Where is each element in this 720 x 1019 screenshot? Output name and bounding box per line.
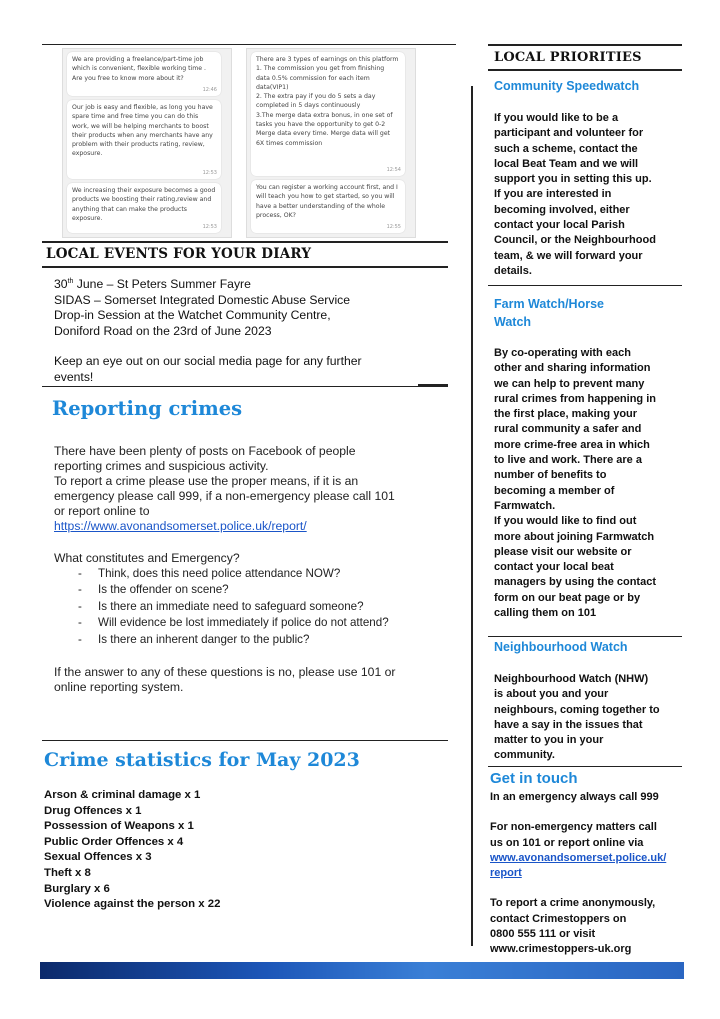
stat-item: Theft x 8 bbox=[44, 866, 91, 879]
reporting-body bbox=[54, 444, 454, 534]
sidebar-top-rule bbox=[488, 44, 682, 46]
farmwatch-line: contact your local beat bbox=[494, 561, 614, 574]
reporting-line: or report online to bbox=[54, 504, 150, 518]
farmwatch-line: Farmwatch. bbox=[494, 499, 556, 512]
chat-time: 12:55 bbox=[386, 223, 401, 230]
stat-item: Violence against the person x 22 bbox=[44, 898, 221, 911]
sidebar-heading: LOCAL PRIORITIES bbox=[494, 50, 642, 65]
speedwatch-title: Community Speedwatch bbox=[494, 79, 640, 93]
reporting-line: emergency please call 999, if a non-emergency please call 101 bbox=[54, 489, 395, 503]
speedwatch-line: becoming involved, either bbox=[494, 203, 630, 216]
stat-item: Possession of Weapons x 1 bbox=[44, 820, 194, 833]
emergency-checklist bbox=[54, 566, 454, 648]
stat-item: Drug Offences x 1 bbox=[44, 804, 142, 817]
footer-bar bbox=[40, 962, 684, 979]
emergency-question: What constitutes and Emergency? bbox=[54, 551, 240, 565]
speedwatch-line: team, & we will forward your bbox=[494, 249, 643, 262]
chat-time: 12:53 bbox=[202, 169, 217, 176]
checklist-item: - Is there an immediate need to safeguard someone? bbox=[54, 599, 454, 615]
farm-top-rule bbox=[488, 285, 682, 286]
events-top-rule bbox=[42, 241, 448, 243]
nhw-line: community. bbox=[494, 749, 555, 762]
checklist-item: - Is the offender on scene? bbox=[54, 582, 454, 598]
farmwatch-line: By co-operating with each bbox=[494, 347, 631, 359]
speedwatch-line: local Beat Team and we will bbox=[494, 157, 639, 170]
event-item: SIDAS – Somerset Integrated Domestic Abuse Service bbox=[54, 292, 351, 307]
farmwatch-text bbox=[494, 346, 694, 621]
sidebar-heading-rule bbox=[488, 69, 682, 71]
farmwatch-title-line: Farm Watch/Horse bbox=[494, 297, 604, 311]
farmwatch-line: other and sharing information bbox=[494, 362, 651, 375]
farmwatch-line: to live and work. There are a bbox=[494, 454, 642, 467]
event-text: June – St Peters Summer Fayre bbox=[73, 277, 251, 292]
event-day-suffix: th bbox=[67, 278, 74, 285]
nonemergency-line: us on 101 or report online via bbox=[490, 836, 644, 849]
stats-top-rule bbox=[42, 740, 448, 741]
nhw-text bbox=[494, 672, 694, 764]
chat-bubble bbox=[251, 52, 405, 176]
reporting-line: There have been plenty of posts on Facebook of people bbox=[54, 444, 356, 458]
chat-text: We are providing a freelance/part-time job which is convenient, flexible working time . Are you free to know more about it? bbox=[72, 56, 207, 82]
speedwatch-line: support you in setting this up. bbox=[494, 173, 652, 186]
contact-top-rule bbox=[488, 766, 682, 767]
farmwatch-line: rural community a safer and bbox=[494, 423, 642, 436]
speedwatch-line: If you are interested in bbox=[494, 188, 612, 201]
chat-time: 12:53 bbox=[202, 223, 217, 230]
chat-screenshot-left bbox=[62, 48, 232, 238]
farmwatch-title-line: Watch bbox=[494, 315, 532, 329]
speedwatch-line: such a scheme, contact the bbox=[494, 142, 638, 155]
chat-bubble bbox=[67, 183, 221, 233]
event-item bbox=[54, 274, 444, 293]
nhw-top-rule bbox=[488, 636, 682, 637]
nhw-title: Neighbourhood Watch bbox=[494, 640, 628, 654]
checklist-item: - Will evidence be lost immediately if police do not attend? bbox=[54, 615, 454, 631]
stat-item: Burglary x 6 bbox=[44, 882, 110, 895]
nhw-line: have a say in the issues that bbox=[494, 718, 643, 731]
events-note: events! bbox=[54, 369, 94, 384]
events-heading: LOCAL EVENTS FOR YOUR DIARY bbox=[46, 246, 312, 262]
anonymous-line: 0800 555 111 or visit bbox=[490, 928, 596, 941]
farmwatch-line: the first place, making your bbox=[494, 408, 638, 421]
farmwatch-line: more about joining Farmwatch bbox=[494, 530, 655, 543]
nonemergency-line: For non-emergency matters call bbox=[490, 821, 657, 834]
nhw-line: matter to you in your bbox=[494, 734, 604, 747]
chat-time: 12:54 bbox=[386, 166, 401, 173]
stat-item: Public Order Offences x 4 bbox=[44, 835, 184, 848]
chat-bubble bbox=[67, 52, 221, 96]
farmwatch-line: please visit our website or bbox=[494, 545, 632, 558]
farmwatch-line: we can help to prevent many bbox=[494, 377, 645, 390]
police-report-link-cont[interactable]: report bbox=[490, 867, 522, 880]
farmwatch-line: managers by using the contact bbox=[494, 576, 656, 589]
checklist-item: - Is there an inherent danger to the public? bbox=[54, 632, 454, 648]
chat-time: 12:46 bbox=[202, 86, 217, 93]
emergency-line: In an emergency always call 999 bbox=[490, 791, 659, 803]
event-day: 30 bbox=[54, 277, 68, 292]
police-report-link[interactable]: www.avonandsomerset.police.uk/ bbox=[490, 851, 667, 864]
farmwatch-title bbox=[494, 295, 604, 331]
reporting-line: reporting crimes and suspicious activity. bbox=[54, 459, 269, 473]
closing-line: If the answer to any of these questions is no, please use 101 or bbox=[54, 665, 396, 679]
chat-text: Our job is easy and flexible, as long you have spare time and free time you can do this work, we will be helping merchants to boost their products when any merchants have any problem with their products rating, review, exposure. bbox=[72, 104, 213, 158]
reporting-line: To report a crime please use the proper means, if it is an bbox=[54, 474, 359, 488]
report-online-link[interactable]: https://www.avonandsomerset.police.uk/report/ bbox=[54, 519, 307, 533]
stat-item: Arson & criminal damage x 1 bbox=[44, 789, 201, 801]
event-item: Doniford Road on the 23rd of June 2023 bbox=[54, 323, 272, 338]
sidebar-vertical-rule bbox=[471, 86, 473, 946]
reporting-heading: Reporting crimes bbox=[52, 397, 243, 420]
chat-text: We increasing their exposure becomes a good products we boosting their rating,review and anything that can make the products exposure. bbox=[72, 187, 216, 222]
anonymous-line: To report a crime anonymously, bbox=[490, 897, 656, 910]
events-heading-rule bbox=[42, 266, 448, 268]
farmwatch-line: form on our beat page or by bbox=[494, 591, 641, 604]
farmwatch-line: If you would like to find out bbox=[494, 515, 637, 528]
reporting-top-rule bbox=[42, 386, 448, 387]
contact-text bbox=[490, 790, 700, 958]
speedwatch-line: contact your local Parish bbox=[494, 219, 625, 232]
speedwatch-line: Council, or the Neighbourhood bbox=[494, 234, 656, 247]
speedwatch-line: If you would like to be a bbox=[494, 112, 619, 124]
nhw-line: is about you and your bbox=[494, 688, 609, 701]
stat-item: Sexual Offences x 3 bbox=[44, 851, 152, 864]
chat-text: You can register a working account first, and I will teach you how to get started, so you will have a better understanding of the whole process, OK? bbox=[256, 184, 398, 219]
farmwatch-line: number of benefits to bbox=[494, 469, 607, 482]
nhw-line: Neighbourhood Watch (NHW) bbox=[494, 673, 649, 685]
events-list bbox=[54, 274, 444, 385]
stats-heading: Crime statistics for May 2023 bbox=[44, 749, 360, 771]
speedwatch-line: details. bbox=[494, 264, 532, 277]
farmwatch-line: calling them on 101 bbox=[494, 607, 597, 620]
farmwatch-line: rural crimes from happening in bbox=[494, 392, 656, 405]
events-note: Keep an eye out on our social media page for any further bbox=[54, 354, 362, 369]
nhw-line: neighbours, coming together to bbox=[494, 703, 660, 716]
stats-list bbox=[44, 788, 220, 913]
contact-title: Get in touch bbox=[490, 770, 578, 787]
event-item: Drop-in Session at the Watchet Community Centre, bbox=[54, 308, 331, 323]
speedwatch-text bbox=[494, 111, 694, 279]
chat-bubble bbox=[67, 100, 221, 179]
farmwatch-line: more crime-free area in which bbox=[494, 438, 650, 451]
checklist-item: - Think, does this need police attendance NOW? bbox=[54, 566, 454, 582]
closing-line: online reporting system. bbox=[54, 680, 184, 694]
reporting-closing bbox=[54, 665, 454, 695]
chat-screenshot-right bbox=[246, 48, 416, 238]
chat-text: There are 3 types of earnings on this platform 1. The commission you get from finishing data 0.5% commission for each item data(VIP1) 2. The extra pay if you do 5 sets a day completed in 5 days continuously 3.The merge data extra bonus, in one set of tasks you have the opportunity to get 0-2 Merge data every time. Merge data will get 6X times commission bbox=[256, 56, 399, 147]
anonymous-line: contact Crimestoppers on bbox=[490, 912, 627, 925]
chat-bubble bbox=[251, 180, 405, 233]
farmwatch-line: becoming a member of bbox=[494, 484, 615, 497]
crimestoppers-website: www.crimestoppers-uk.org bbox=[490, 943, 632, 956]
speedwatch-line: participant and volunteer for bbox=[494, 127, 644, 140]
top-divider bbox=[42, 44, 456, 45]
